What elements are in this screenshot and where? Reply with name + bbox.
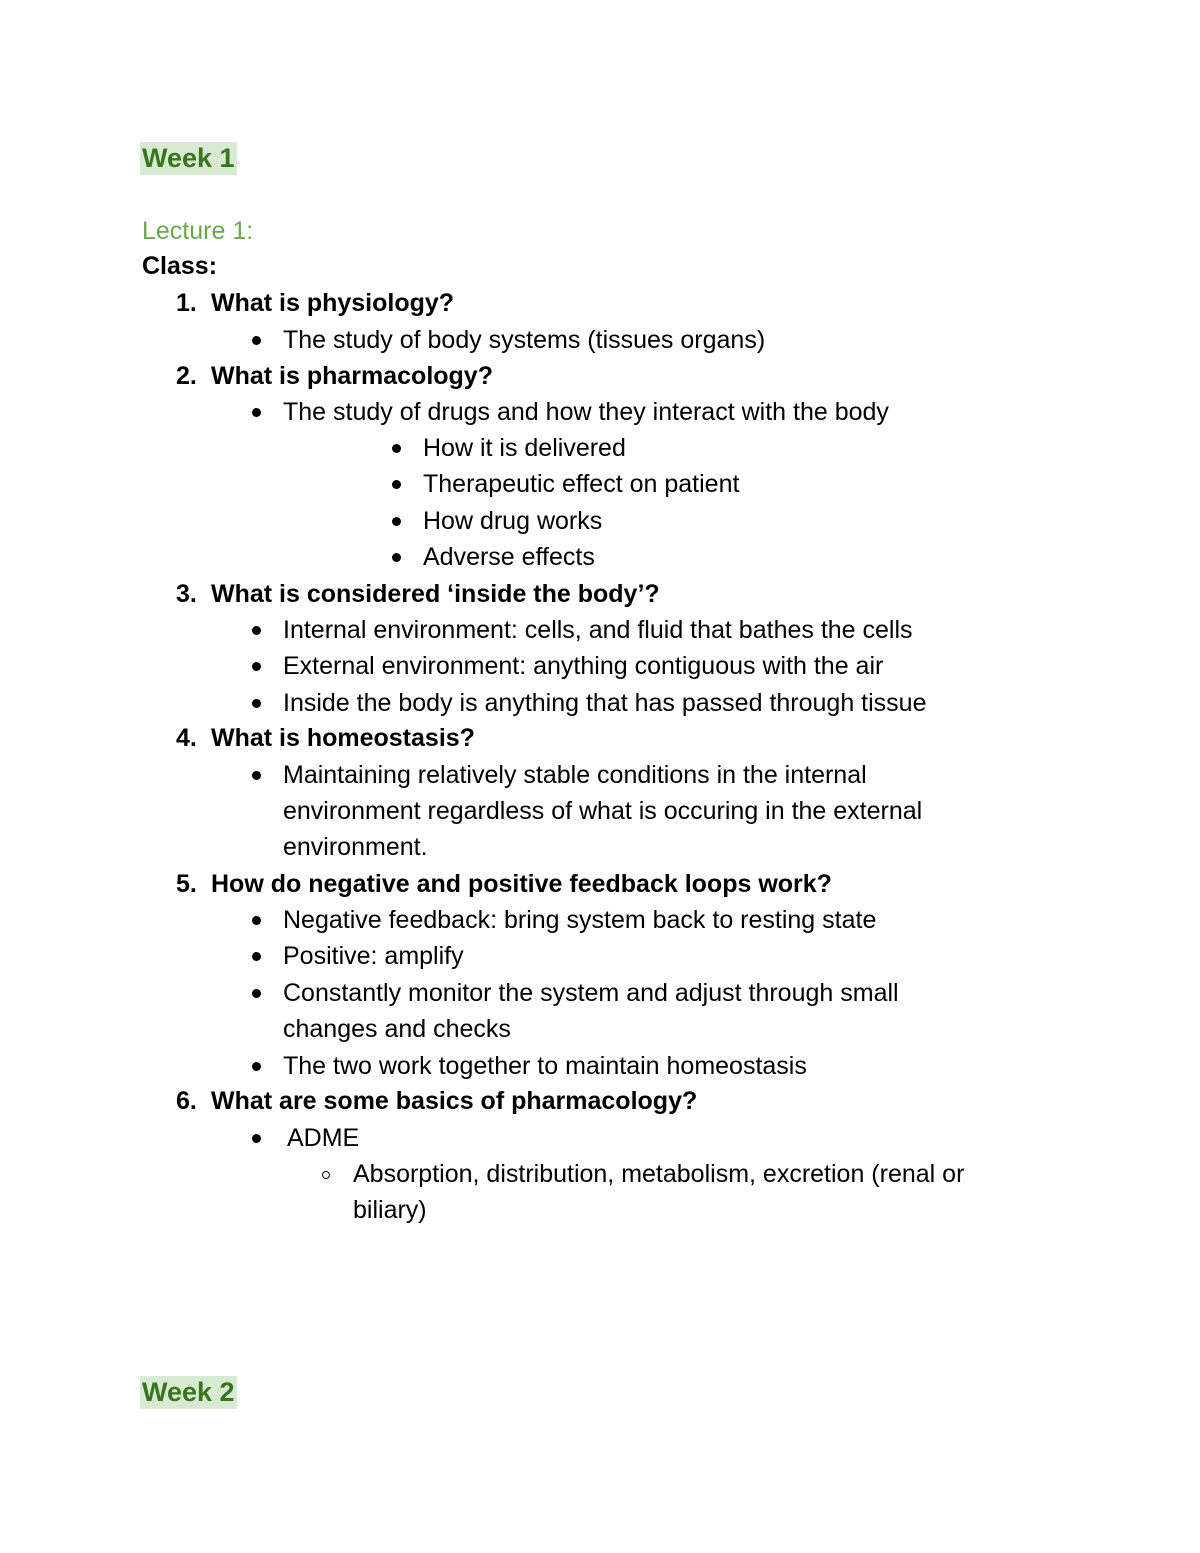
- bullet-dot: [392, 480, 401, 489]
- bullet-dot: [252, 989, 261, 998]
- bullet-dot: [252, 626, 261, 635]
- question-6-subpoint-line: biliary): [353, 1196, 427, 1224]
- question-6: What are some basics of pharmacology?: [211, 1087, 698, 1115]
- question-3-answer: External environment: anything contiguous with the air: [283, 652, 884, 680]
- question-5-number: 5.: [176, 870, 197, 898]
- question-4-answer-line: environment regardless of what is occuring in the external: [283, 797, 923, 825]
- question-3-answer: Inside the body is anything that has passed through tissue: [283, 689, 927, 717]
- question-6-subpoint-line: Absorption, distribution, metabolism, excretion (renal or: [353, 1160, 965, 1188]
- question-5-answer: Positive: amplify: [283, 942, 464, 970]
- question-3-number: 3.: [176, 580, 197, 608]
- bullet-dot: [252, 1134, 261, 1143]
- bullet-dot: [252, 1062, 261, 1071]
- bullet-dot: [252, 336, 261, 345]
- question-5-answer: Negative feedback: bring system back to resting state: [283, 906, 877, 934]
- bullet-dot: [392, 444, 401, 453]
- question-1-answer: The study of body systems (tissues organs): [283, 326, 766, 354]
- bullet-dot: [252, 952, 261, 961]
- question-5-answer-line: Constantly monitor the system and adjust through small: [283, 979, 899, 1007]
- question-5-answer-line: changes and checks: [283, 1015, 511, 1043]
- question-4-number: 4.: [176, 724, 197, 752]
- question-2-subpoint: How it is delivered: [423, 434, 626, 462]
- week-2-heading: Week 2: [142, 1377, 235, 1407]
- question-1-number: 1.: [176, 289, 197, 317]
- question-2-subpoint: Adverse effects: [423, 543, 595, 571]
- question-6-answer: ADME: [287, 1124, 360, 1152]
- question-4-answer-line: environment.: [283, 833, 428, 861]
- bullet-circle: [322, 1171, 330, 1179]
- question-6-number: 6.: [176, 1087, 197, 1115]
- bullet-dot: [252, 408, 261, 417]
- class-label: Class:: [142, 252, 218, 280]
- question-3-answer: Internal environment: cells, and fluid that bathes the cells: [283, 616, 913, 644]
- bullet-dot: [392, 553, 401, 562]
- question-2-subpoint: How drug works: [423, 507, 603, 535]
- question-1: What is physiology?: [211, 289, 455, 317]
- question-2-subpoint: Therapeutic effect on patient: [423, 470, 740, 498]
- bullet-dot: [252, 662, 261, 671]
- question-4: What is homeostasis?: [211, 724, 475, 752]
- bullet-dot: [252, 699, 261, 708]
- question-2-answer: The study of drugs and how they interact with the body: [283, 398, 889, 426]
- bullet-dot: [392, 517, 401, 526]
- question-5: How do negative and positive feedback loops work?: [211, 870, 832, 898]
- week-1-heading: Week 1: [142, 143, 235, 173]
- question-4-answer-line: Maintaining relatively stable conditions in the internal: [283, 761, 867, 789]
- question-2: What is pharmacology?: [211, 362, 493, 390]
- question-3: What is considered ‘inside the body’?: [211, 580, 660, 608]
- lecture-1-heading: Lecture 1:: [142, 217, 254, 245]
- question-2-number: 2.: [176, 362, 197, 390]
- bullet-dot: [252, 916, 261, 925]
- question-5-answer: The two work together to maintain homeostasis: [283, 1052, 807, 1080]
- bullet-dot: [252, 771, 261, 780]
